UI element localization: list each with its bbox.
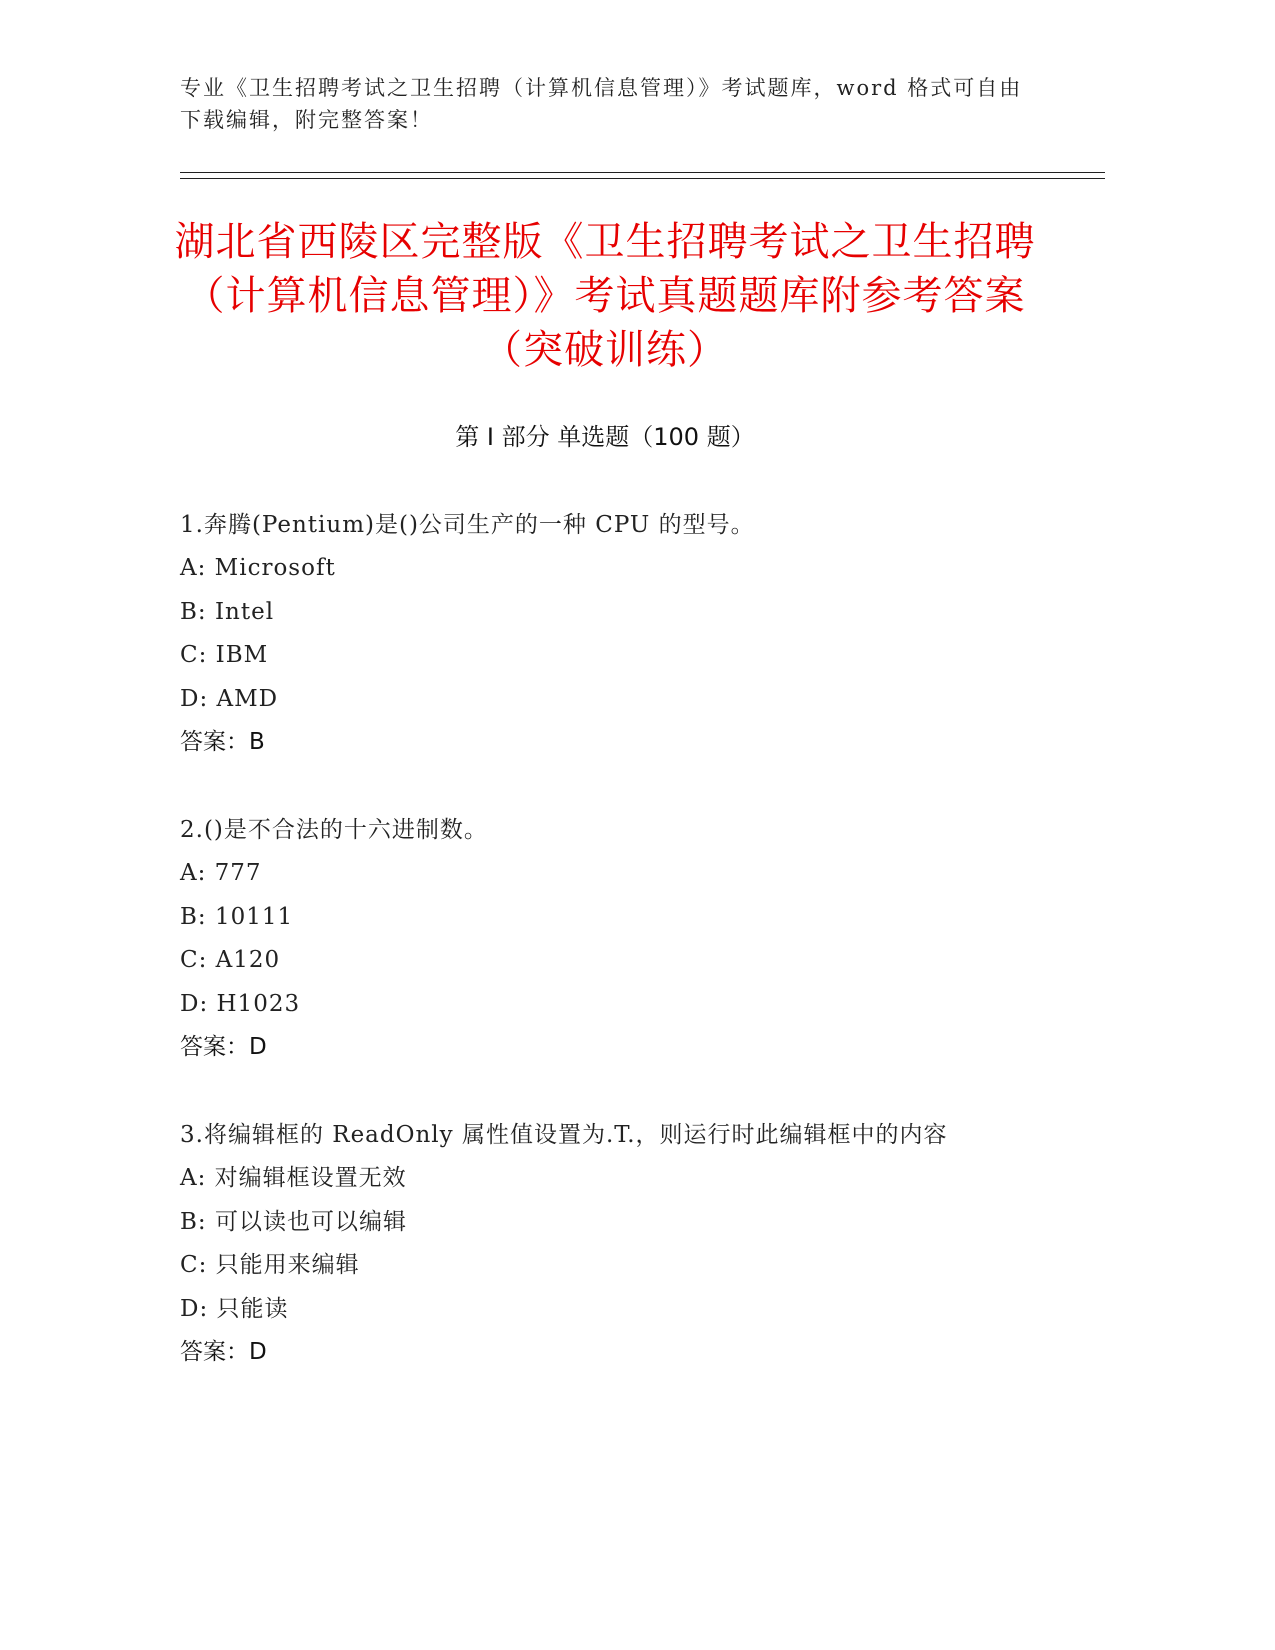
option-b: B: 可以读也可以编辑 bbox=[180, 1208, 407, 1235]
option-c: C: 只能用来编辑 bbox=[180, 1252, 360, 1278]
option-d: D: H1023 bbox=[180, 990, 301, 1017]
answer: 答案：D bbox=[180, 1034, 267, 1060]
question-stem: 2.()是不合法的十六进制数。 bbox=[180, 817, 488, 843]
question-stem: 1.奔腾(Pentium)是()公司生产的一种 CPU 的型号。 bbox=[180, 512, 755, 538]
section-heading: 第 I 部分 单选题（100 题） bbox=[455, 423, 755, 451]
option-a: A: 777 bbox=[180, 860, 262, 886]
option-a: A: Microsoft bbox=[180, 555, 336, 581]
option-c: C: IBM bbox=[180, 642, 269, 668]
option-d: D: AMD bbox=[180, 685, 279, 712]
question-2 bbox=[180, 809, 1060, 1070]
option-d: D: 只能读 bbox=[180, 1295, 289, 1322]
header-divider-thick bbox=[180, 178, 1105, 179]
question-3 bbox=[180, 1114, 1060, 1375]
option-a: A: 对编辑框设置无效 bbox=[180, 1165, 407, 1191]
answer: 答案：D bbox=[180, 1339, 267, 1365]
option-b: B: 10111 bbox=[180, 903, 294, 930]
header-divider-thin bbox=[180, 172, 1105, 173]
question-1 bbox=[180, 504, 1060, 765]
option-c: C: A120 bbox=[180, 947, 281, 973]
document-title: 湖北省西陵区完整版《卫生招聘考试之卫生招聘（计算机信息管理）》考试真题题库附参考答案（突破训练） bbox=[174, 219, 1036, 373]
question-stem: 3.将编辑框的 ReadOnly 属性值设置为.T.，则运行时此编辑框中的内容 bbox=[180, 1122, 948, 1148]
option-b: B: Intel bbox=[180, 598, 275, 625]
header-note: 专业《卫生招聘考试之卫生招聘（计算机信息管理）》考试题库，word 格式可自由下载编辑，附完整答案！ bbox=[180, 76, 1023, 132]
answer: 答案：B bbox=[180, 729, 265, 755]
